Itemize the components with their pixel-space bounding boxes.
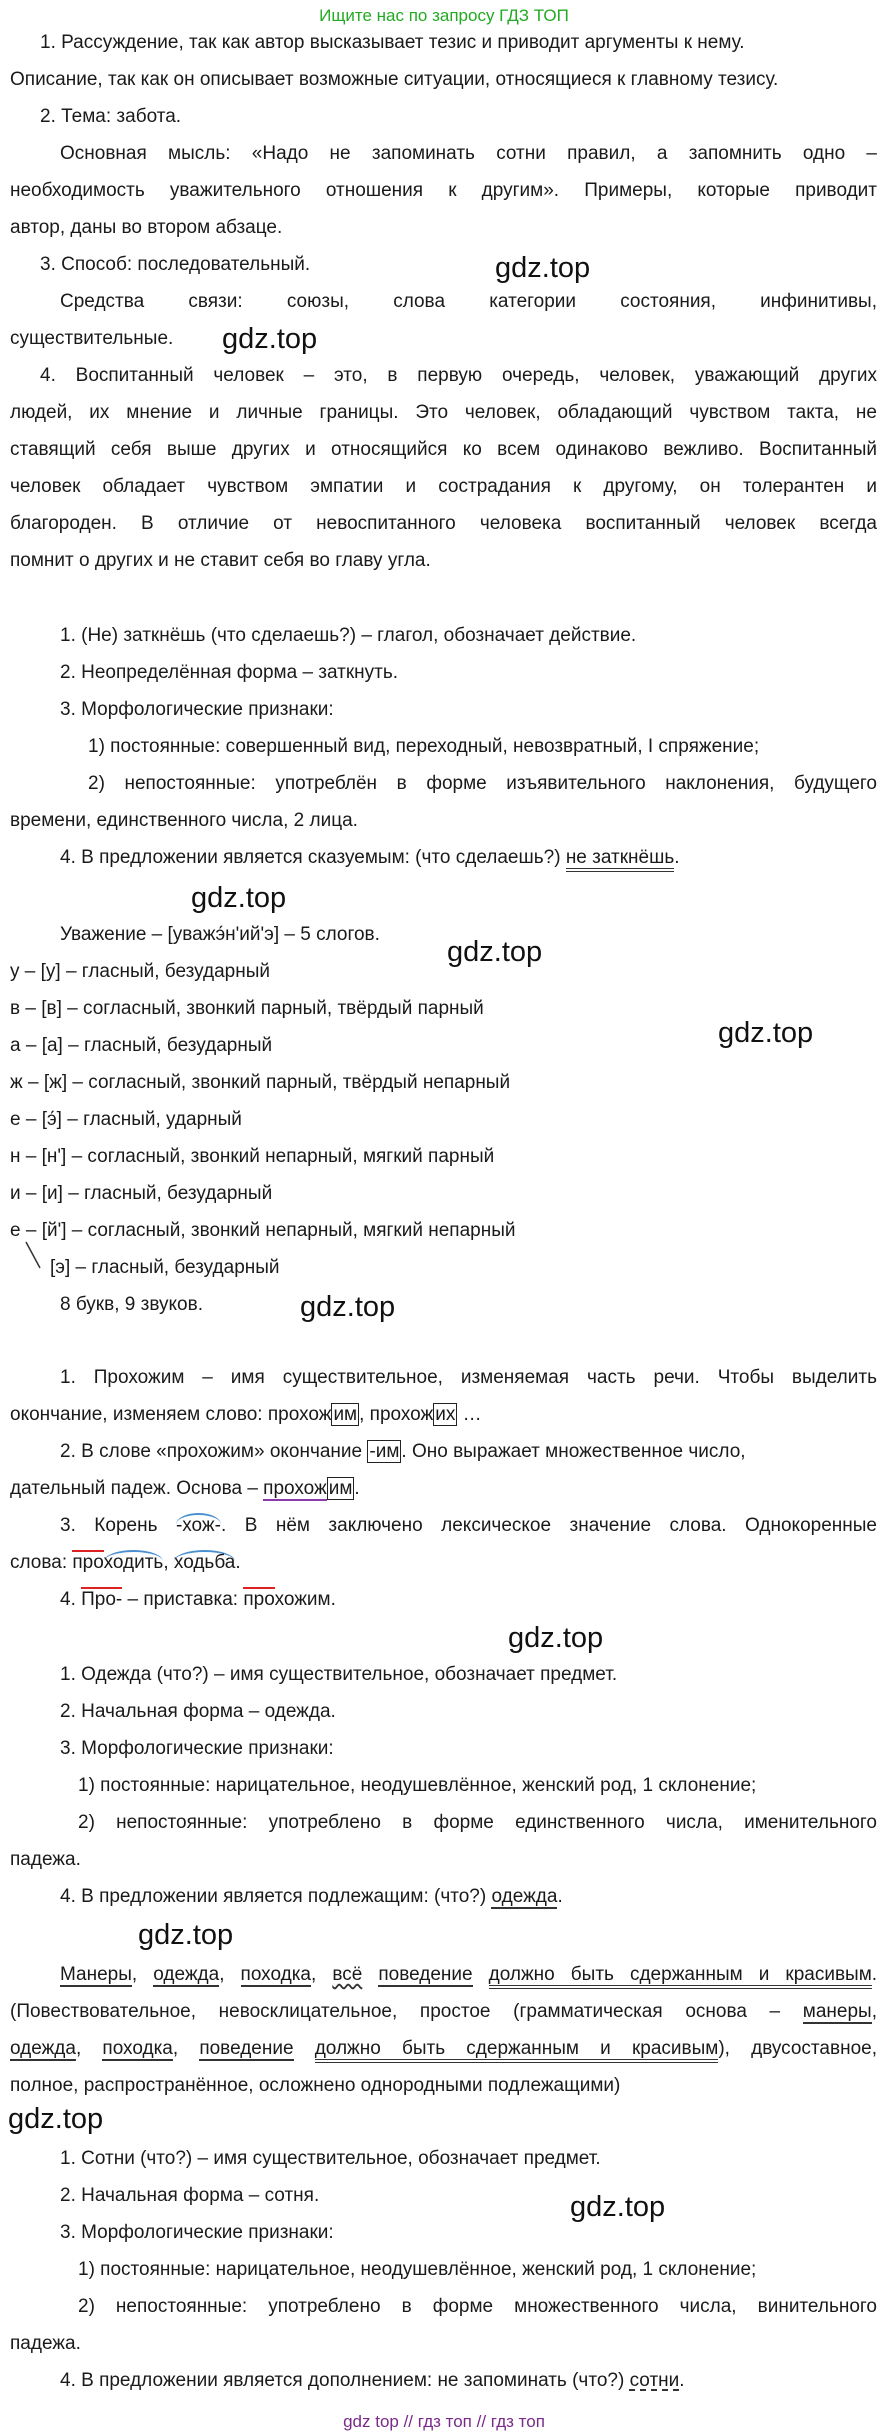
s6-line-2 xyxy=(10,1999,877,2025)
s4-line-5-end: . В нём заключено лексическое значение слова. Однокоренные xyxy=(220,1515,877,1536)
s1-line-10: 4. Воспитанный человек – это, в первую очередь, человек, уважающий других xyxy=(40,365,877,386)
prefix-mark: Про- xyxy=(81,1589,123,1610)
phonetic-row: у – [у] – гласный, безударный xyxy=(10,961,270,982)
space xyxy=(473,1964,489,1985)
stem-mark: прохож xyxy=(263,1478,327,1499)
s1-line-4: Основная мысль: «Надо не запоминать сотни правил, а запомнить одно – xyxy=(60,143,877,164)
ending-box: им xyxy=(333,1404,358,1425)
root-arc: ходить xyxy=(103,1552,164,1573)
s4-line-5 xyxy=(60,1513,877,1539)
s5-line-6: падежа. xyxy=(10,1849,81,1870)
s7-line-2: 2. Начальная форма – сотня. xyxy=(60,2185,320,2206)
s4-line-6-end: . xyxy=(235,1552,241,1573)
root-arc: ходьба xyxy=(173,1552,236,1573)
phonetic-total: 8 букв, 9 звуков. xyxy=(60,1294,203,1315)
subject-word: одежда xyxy=(10,2038,76,2059)
watermark: gdz.top xyxy=(570,2191,666,2223)
watermark: gdz.top xyxy=(495,252,591,284)
s7-line-6: падежа. xyxy=(10,2333,81,2354)
s7-line-4: 1) постоянные: нарицательное, неодушевлённое, женский род, 1 склонение; xyxy=(78,2259,757,2280)
s2-line-5: 2) непостоянные: употреблён в форме изъявительного наклонения, будущего xyxy=(88,773,877,794)
s5-line-4: 1) постоянные: нарицательное, неодушевлённое, женский род, 1 склонение; xyxy=(78,1775,757,1796)
phonetic-row: н – [н'] – согласный, звонкий непарный, мягкий парный xyxy=(10,1146,495,1167)
watermark: gdz.top xyxy=(222,323,318,355)
s2-line-7-text: 4. В предложении является сказуемым: (что сделаешь?) xyxy=(60,847,566,868)
subject-word: одежда xyxy=(491,1886,558,1907)
search-hint-header: Ищите нас по запросу ГДЗ ТОП xyxy=(319,6,569,25)
s2-line-7-end: . xyxy=(674,847,680,868)
root-arc: -хож- xyxy=(175,1515,221,1536)
watermark: gdz.top xyxy=(508,1622,604,1654)
s1-line-8: Средства связи: союзы, слова категории состояния, инфинитивы, xyxy=(60,291,877,312)
watermark: gdz.top xyxy=(8,2103,104,2135)
s2-line-7 xyxy=(60,845,680,871)
s6-line-4: полное, распространённое, осложнено однородными подлежащими) xyxy=(10,2075,621,2096)
s2-line-3: 3. Морфологические признаки: xyxy=(60,699,334,720)
space xyxy=(294,2038,315,2059)
watermark: gdz.top xyxy=(718,1017,814,1049)
s4-line-3-end: . Оно выражает множественное число, xyxy=(401,1441,746,1462)
comma: , xyxy=(871,2001,877,2022)
s1-line-5: необходимость уважительного отношения к другим». Примеры, которые приводит xyxy=(10,180,877,201)
subject-word: походка xyxy=(102,2038,173,2059)
ending-box: их xyxy=(435,1404,456,1425)
s7-line-7-text: 4. В предложении является дополнением: не запоминать (что?) xyxy=(60,2370,630,2391)
predicate-word: не заткнёшь xyxy=(566,847,674,872)
s1-line-2: Описание, так как он описывает возможные ситуации, относящиеся к главному тезису. xyxy=(10,69,779,90)
prefix-mark: про xyxy=(243,1589,275,1610)
space xyxy=(362,1964,378,1985)
s6-line-2-text: (Повествовательное, невосклицательное, простое (грамматическая основа – xyxy=(10,2001,803,2022)
phonetic-row: и – [и] – гласный, безударный xyxy=(10,1183,273,1204)
s4-line-6-comma: , xyxy=(163,1552,174,1573)
s2-line-1: 1. (Не) заткнёшь (что сделаешь?) – глагол, обозначает действие. xyxy=(60,625,637,646)
s2-line-2: 2. Неопределённая форма – заткнуть. xyxy=(60,662,399,683)
s7-line-5: 2) непостоянные: употреблено в форме множественного числа, винительного xyxy=(78,2296,877,2317)
footer-links[interactable]: gdz top // гдз топ // гдз топ xyxy=(343,2412,545,2431)
s4-line-7-end: хожим. xyxy=(274,1589,336,1610)
s5-line-1: 1. Одежда (что?) – имя существительное, обозначает предмет. xyxy=(60,1664,618,1685)
s4-line-2-end: … xyxy=(457,1404,482,1425)
comma: , xyxy=(172,2038,200,2059)
s5-line-7 xyxy=(60,1884,563,1910)
s2-line-4: 1) постоянные: совершенный вид, переходный, невозвратный, I спряжение; xyxy=(88,736,760,757)
s7-line-1: 1. Сотни (что?) – имя существительное, обозначает предмет. xyxy=(60,2148,601,2169)
sentence-end: . xyxy=(871,1964,878,1985)
phonetic-title: Уважение – [уважэ́н'ий'э] – 5 слогов. xyxy=(60,924,380,945)
subject-word: поведение xyxy=(199,2038,294,2059)
object-word: сотни xyxy=(629,2370,680,2391)
s4-line-6 xyxy=(10,1550,241,1576)
s1-line-7: 3. Способ: последовательный. xyxy=(40,254,311,275)
sound-branch-mark xyxy=(22,1240,48,1274)
s1-line-1: 1. Рассуждение, так как автор высказывает тезис и приводит аргументы к нему. xyxy=(40,32,745,53)
watermark: gdz.top xyxy=(447,936,543,968)
comma: , xyxy=(131,1964,154,1985)
watermark: gdz.top xyxy=(300,1291,396,1323)
subject-word: манеры xyxy=(802,2001,872,2022)
s1-line-13: человек обладает чувством эмпатии и сострадания к другому, он толерантен и xyxy=(10,476,877,497)
s1-line-11: людей, их мнение и личные границы. Это человек, обладающий чувством такта, не xyxy=(10,402,877,423)
s1-line-14: благороден. В отличие от невоспитанного человека воспитанный человек всегда xyxy=(10,513,877,534)
s4-line-4-text: дательный падеж. Основа – xyxy=(10,1478,264,1499)
s4-line-1: 1. Прохожим – имя существительное, изменяемая часть речи. Чтобы выделить xyxy=(60,1367,877,1388)
subject-word: Манеры xyxy=(60,1964,132,1985)
s7-line-3: 3. Морфологические признаки: xyxy=(60,2222,334,2243)
s5-line-3: 3. Морфологические признаки: xyxy=(60,1738,334,1759)
s4-line-6-text: слова: xyxy=(10,1552,73,1573)
s5-line-7-end: . xyxy=(557,1886,563,1907)
s1-line-12: ставящий себя выше других и относящийся ко всем одинаково вежливо. Воспитанный xyxy=(10,439,877,460)
comma: , xyxy=(311,1964,333,1985)
s1-line-6: автор, даны во втором абзаце. xyxy=(10,217,283,238)
ending-box: -им xyxy=(369,1441,400,1462)
subject-word: одежда xyxy=(153,1964,220,1985)
s6-line-3-end: ), двусоставное, xyxy=(718,2038,877,2059)
phonetic-row: ж – [ж] – согласный, звонкий парный, твёрдый непарный xyxy=(10,1072,511,1093)
s4-line-3-text: 2. В слове «прохожим» окончание xyxy=(60,1441,368,1462)
prefix-mark: о xyxy=(93,1552,104,1573)
s4-line-7-mid: – приставка: xyxy=(122,1589,244,1610)
comma: , xyxy=(219,1964,241,1985)
prefix-mark: пр xyxy=(72,1552,94,1573)
s2-line-6: времени, единственного числа, 2 лица. xyxy=(10,810,358,831)
watermark: gdz.top xyxy=(191,882,287,914)
s1-line-3: 2. Тема: забота. xyxy=(40,106,182,127)
s4-line-7-num: 4. xyxy=(60,1589,82,1610)
s5-line-5: 2) непостоянные: употреблено в форме единственного числа, именительного xyxy=(78,1812,877,1833)
phonetic-row: а – [а] – гласный, безударный xyxy=(10,1035,273,1056)
phonetic-row: е – [й'] – согласный, звонкий непарный, мягкий непарный xyxy=(10,1220,516,1241)
s7-line-7-end: . xyxy=(679,2370,685,2391)
s4-line-4 xyxy=(10,1476,360,1502)
s4-line-4-end: . xyxy=(354,1478,360,1499)
subject-word: походка xyxy=(240,1964,311,1985)
s4-line-5-text: 3. Корень xyxy=(60,1515,176,1536)
comma: , xyxy=(75,2038,103,2059)
ending-box: им xyxy=(328,1478,353,1499)
phonetic-row: в – [в] – согласный, звонкий парный, твёрдый парный xyxy=(10,998,484,1019)
predicate-word: должно быть сдержанным и красивым xyxy=(315,2038,719,2063)
s1-line-15: помнит о других и не ставит себя во главу угла. xyxy=(10,550,431,571)
s4-line-3 xyxy=(60,1439,746,1465)
s4-line-2-text: окончание, изменяем слово: прохож xyxy=(10,1404,332,1425)
s4-line-2-mid: , прохож xyxy=(359,1404,434,1425)
s6-sentence xyxy=(60,1962,877,1988)
watermark: gdz.top xyxy=(138,1919,234,1951)
s6-line-3 xyxy=(10,2036,877,2062)
s1-line-9: существительные. xyxy=(10,328,174,349)
phonetic-row: [э] – гласный, безударный xyxy=(50,1257,280,1278)
attribute-word: всё xyxy=(332,1964,363,1985)
subject-word: поведение xyxy=(378,1964,473,1985)
s4-line-2 xyxy=(10,1402,482,1428)
s5-line-7-text: 4. В предложении является подлежащим: (что?) xyxy=(60,1886,492,1907)
s4-line-7 xyxy=(60,1587,336,1613)
s5-line-2: 2. Начальная форма – одежда. xyxy=(60,1701,336,1722)
phonetic-row: е – [э́] – гласный, ударный xyxy=(10,1109,242,1130)
predicate-word: должно быть сдержанным и красивым xyxy=(489,1964,872,1989)
s7-line-7 xyxy=(60,2368,685,2394)
